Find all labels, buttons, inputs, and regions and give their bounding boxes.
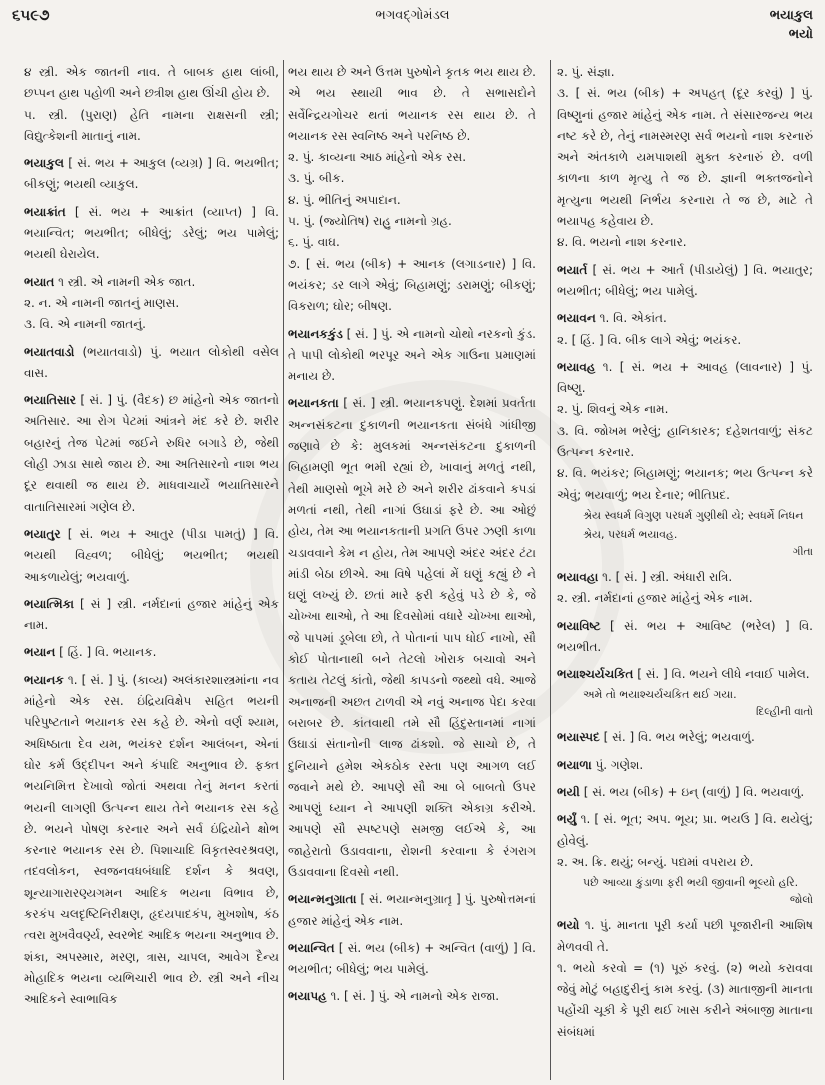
entry-headword: ભયાતિસાર [24,393,76,408]
entry-sense [557,958,813,1043]
entry-definition: [ સં. ભય + આકુલ (વ્યગ્ર) ] વિ. ભયભીત; બીકણું; ભયથી વ્યાકુલ. [24,156,279,192]
entry-definition: ભય થાય છે અને ઉત્તમ પુરુષોને કૃતક ભય થાય છે. એ ભય સ્થાયી ભાવ છે. તે સભાસદોને સર્વેન્દ્રિયગોચર થતાં ભયાનક રસ થાય છે. તે ભયાનક રસ સ્વનિષ્ઠ અને પરનિષ્ઠ છે. [288,65,536,143]
entry-definition: (ભયાતવાડો) પું. ભયાત લોકોથી વસેલ વાસ. [24,344,279,380]
entry-definition: ૧. [ સં. ભૂત; અપ. ભૂય; પ્રા. ભયઉ ] વિ. થયેલું; હોવેલું. [557,812,813,848]
entry-headword: ભયો [557,918,580,933]
dictionary-entry [557,308,813,329]
entry-definition: ૬. પું. વાઘ. [288,235,340,250]
entry-definition: [ સં. ] સ્ત્રી. ભયાનકપણું. દેશમાં પ્રવર્તતા અન્નસંકટના દુકાળની ભયાનકતા સંબંધે ગાંધીજી જણાવે છે કે: મુલકમાં અન્નસંકટના દુકાળની બિહામણી ભૂત ભમી રહ્યાં છે, ખાવાનું મળતું નથી, તેથી માણસો ભૂખે મરે છે અને શરીર ઢાંકવાને કપડાં મળતાં નથી, તેથી નાગાં ઉઘાડાં ફરે છે. આ ઓછું હોય, તેમ આ ભયાનકતાની પ્રગતિ ઉપર ઝણી કાળા ચડાવવાને કેમ ન હોય, તેમ આપણે અંદર અંદર ટંટા માંડી બેઠા છીએ. આ વિષે પહેલાં મેં ઘણું કહ્યું છે ને ઘણું લખ્યું છે. છતાં મારે ફરી કહેવું પડે છે કે, જે ચોખ્ખા થાઓ, તે આ દિવસોમાં વધારે ચોખ્ખા થાઓ, જે પાપમાં ડૂબેલા છો, તે પોતાનાં પાપ ધોઈ નાખો, સૌ કોઈ પોતાનાથી બને તેટલો ખોરાક બચાવો અને કતાય તેટલું કાંતો, જેથી કાપડનો જથ્થો વધે. આજે અનાજની અછત ટાળવી એ નવું અનાજ પેદા કરવા બરાબર છે. કાંતવાથી તમે સૌ હિંદુસ્તાનમાં નાગાં ઉઘાડાં સંતાનોની લાજ ઢાંકશો. જે સાચો છે, તે દુનિયાને હમેશ એકઠોક રસ્તા પણ આગળ લઈ જવાને મથે છે. આપણે સૌ આ બે બાબતો ઉપર આપણું ધ્યાન ને આપણી શક્તિ એકાગ્ર કરીએ. આપણે સૌ સ્પષ્ટપણે સમજી લઈએ કે, આ જાહેરાતો ઉડાવવાના, રોશની કરવાના કે રંગરાગ ઉડાવવાના દિવસો નથી. [288,396,536,879]
dictionary-entry [557,782,813,803]
entry-sense [557,463,813,506]
entry-definition: [ સં. ભય (બીક) + અન્વિત (વાળું) ] વિ. ભયભીત; બીધેલું; ભય પામેલું. [288,940,536,977]
entry-headword: ભયાન્વિત [288,940,335,955]
entry-definition: [ સં. ભય + આર્ત (પીડાયેલું) ] વિ. ભયાતુર; ભયભીત; બીધેલું; ભય પામેલું. [557,262,813,298]
page-number: ૬૫૯૭ [12,6,50,24]
entry-sense [288,232,536,253]
entry-definition: [ સં. ભય + આતુર (પીડા પામતું) ] વિ. ભયથી વિહ્વળ; બીધેલું; ભયભીત; ભયથી આકળાયેલું; ભયવાળું. [24,526,279,584]
entry-definition: ૫. પું. (જ્યોતિષ) રાહુ નામનો ગ્રહ. [288,214,452,229]
entry-definition: [ સં ] સ્ત્રી. નર્મદાનાં હજાર માંહેનું એક નામ. [24,596,279,633]
entry-headword: ભયાકુલ [24,156,64,171]
entry-sense [557,62,813,83]
dictionary-entry [24,202,279,266]
entry-definition: ૨. પું. શિવનું એક નામ. [557,402,669,417]
guide-word-last: ભયો [788,27,813,42]
entry-headword: ભયાનકકુંડ [288,326,343,341]
entry-sense [288,254,536,318]
entry-definition: ૧. [ સં. ભય + આવહ (લાવનાર) ] પું. વિષ્ણુ. [557,359,813,396]
entry-sense [557,83,813,232]
entry-definition: ૭. [ સં. ભય (બીક) + આનક (લગાડનાર) ] વિ. ભયંકર; ડર લાગે એવું; બિહામણું; ડરામણું; બીકણું; વિકરાળ; ઘોર; બીષણ. [288,256,536,314]
entry-definition: ૧. [ સં. ] સ્ત્રી. અંધારી રાત્રિ. [602,569,733,584]
entry-definition: ૨. સ્ત્રી. નર્મદાનાં હજાર માંહેનું એક નામ. [557,591,753,606]
entry-headword: ભયાપહ [288,989,327,1004]
entry-definition: ૩. વિ. એ નામની જાતનું. [24,317,146,332]
guide-word-first: ભયાકુલ [769,8,813,23]
dictionary-entry [557,915,813,958]
entry-definition: ૪ સ્ત્રી. એક જાતની નાવ. તે બાબક હાથ લાંબી, છપ્પન હાથ પહોળી અને છત્રીશ હાથ ઊંચી હોય છે. [24,65,279,101]
entry-definition: ૫. સ્ત્રી. (પુરાણ) હેતિ નામના રાક્ષસની સ્ત્રી; વિદ્યુત્કેશની માતાનું નામ. [24,107,279,143]
entry-headword: ભયાક્રાંત [24,204,66,219]
entry-headword: ભયાર્ત [557,262,588,277]
entry-definition: ૨. ન. એ નામની જાતનું માણસ. [24,295,180,310]
entry-definition: [ સં. ભયાન્મનુગ્રાતૃ ] પું. પુરુષોત્તમનાં હજાર માંહેનું એક નામ. [288,892,536,928]
entry-definition: ૩. પું. બીક. [288,171,345,186]
entry-definition: ૩. વિ. જોખમ ભરેલું; હાનિકારક; દહેશતવાળું; સંકટ ઉત્પન્ન કરનાર. [557,423,813,460]
entry-sense [288,62,536,147]
dictionary-entry [557,357,813,400]
entry-headword: ભયી [557,785,580,800]
dictionary-entry [24,272,279,293]
entry-sense [288,168,536,189]
entry-definition: ૪. પું. ભીતિનું અપાદાન. [288,192,401,207]
entry-definition: ૧. પું. માનતા પૂરી કર્યા પછી પૂજારીની આશિષ મેળવવી તે. [557,918,813,954]
entry-definition: [ સં. ભય + આક્રાંત (વ્યાપ્ત) ] વિ. ભયાન્વિત; ભયભીત; બીધેલું; ડરેલું; ભય પામેલું; ભયથી ઘેરાયેલ. [24,204,279,262]
entry-sense [557,588,813,609]
dictionary-entry [24,390,279,518]
guide-words [770,6,813,44]
entry-definition: પું. ગણેશ. [595,757,644,772]
entry-headword: ભયાવિષ્ટ [557,618,601,633]
dictionary-entry [24,642,279,663]
entry-sense [24,62,279,105]
entry-definition: ૧. [ સં. ] પું. એ નામનો એક રાજા. [330,989,500,1004]
citation-quote: શ્રેય સ્વધર્મ વિગુણ પરધર્મ ગુણીથી યે; સ્વધર્મે નિધન શ્રેય, પરધર્મ ભયાવહ. [583,508,804,541]
entry-headword: ભયાવન [557,311,596,326]
dictionary-entry [288,938,536,981]
dictionary-entry [24,153,279,196]
column-rule [283,60,284,1080]
entry-definition: [ સં. ] પું. એ નામનો ચોથો નરકનો કુંડ. તે પાપી લોકોથી ભરપૂર અને એક ગાઉના પ્રમાણમાં મનાય છે. [288,326,536,384]
dictionary-entry [24,670,279,1011]
entry-headword: ભયાશ્ચર્યચકિત [557,667,634,682]
entry-headword: ભયાતુર [24,526,61,541]
entry-sense [557,852,813,873]
dictionary-entry [288,324,536,388]
entry-definition: ૨. [ હિં. ] વિ. બીક લાગે એવું; ભયંકર. [557,332,742,347]
entry-definition: ૨. પું. કાવ્યના આઠ માંહેનો એક રસ. [288,150,467,165]
column-rule [550,60,551,1080]
entry-headword: ભયાતવાડો [24,344,75,359]
entry-definition: [ સં. ભય + આવિષ્ટ (ભરેલ) ] વિ. ભયભીત. [557,618,813,654]
dictionary-entry [557,260,813,303]
entry-definition: ૧. વિ. એકાંત. [599,311,667,326]
dictionary-entry [557,664,813,685]
entry-definition: ૧ સ્ત્રી. એ નામની એક જાત. [58,274,196,289]
entry-headword: ભયાવહ [557,359,596,374]
dictionary-column-3 [557,62,813,1082]
entry-sense [288,147,536,168]
dictionary-column-1 [24,62,279,1082]
entry-headword: ભયાન [24,645,56,660]
entry-headword: ભયાવહા [557,569,599,584]
entry-definition: ૧. [ સં. ] પું. (કાવ્ય) અલંકારશાસ્ત્રમાંના નવ માંહેનો એક રસ. ઇંદ્રિયવિક્ષેપ સહિત ભયની પરિપુષ્ટતાને ભયાનક રસ કહે છે. એનો વર્ણ શ્યામ, અધિષ્ઠાતા દેવ યમ, ભયંકર દર્શન આલંબન, એનાં ઘોર કર્મ ઉદ્દીપન અને કંપાદિ અનુભાવ છે. ફક્ત ભયનિમિત્ત દેખાવો જોતાં અથવા તેનું મનન કરતાં ભયની લાગણી ઉત્પન્ન થાય તેને ભયાનક રસ કહે છે. ભયને પોષણ કરનાર અને સર્વ ઇંદ્રિયોને ક્ષોભ કરનાર ભયાનક રસ છે. પિશાચાદિ વિકૃતસ્વરશ્રવણ, તદવલોકન, સ્વજનવધબંધાદિ દર્શન કે શ્રવણ, શૂન્યાગારારણ્યગમન આદિક ભયના વિભાવ છે, કરકંપ ચલદૃષ્ટિનિરીક્ષણ, હૃદયપાદકંપ, મુખશોષ, કંઠ ત્વરા મુખવૈવર્ણ્ય, સ્વરભેદ આદિક ભયના અનુભાવ છે. શંકા, અપસ્માર, મરણ, ત્રાસ, ચાપલ, આવેગ દૈન્ય મોહાદિક ભયના વ્યભિચારી ભાવ છે. સ્ત્રી અને નીચ આદિકને સ્વાભાવિક [24,672,279,1007]
citation-quote: પછે આવ્યા કુંડાળા ફરી ભયી જીવાની ભૂલ્યો હરિ. [583,876,799,890]
entry-definition: ૪. વિ. ભયંકર; બિહામણું; ભયાનક; ભય ઉત્પન્ન કરે એવું; ભયવાળું; ભય દેનાર; ભીતિપ્રદ. [557,466,813,502]
entry-headword: ભયાત્મિકા [24,596,74,611]
entry-definition: [ હિં. ] વિ. ભયાનક. [59,645,157,660]
entry-sense [557,421,813,464]
dictionary-column-2 [288,62,536,1082]
entry-headword: ભયાન્મનુગ્રાતા [288,892,357,907]
dictionary-entry [557,616,813,659]
citation-quote: અમે તો ભયાશ્ચર્યચકિત થઈ ગયા. [583,688,737,702]
dictionary-entry [557,809,813,852]
dictionary-entry [24,524,279,588]
entry-sense [24,314,279,335]
entry-definition: ૧. ભયો કરવો = (૧) પૂરું કરવું. (૨) ભયો કરાવવા જેવું મોટું બહાદુરીનું કામ કરવું. (૩) માતાજીની માનતા પહોંચી ચૂકી કે પૂરી થઈ ખાસ કરીને અંબાજી માતાના સંબંધમાં [557,960,813,1039]
entry-headword: ભયાનક [24,672,64,687]
entry-sense [24,105,279,148]
entry-definition: [ સં. ] વિ. ભય ભરેલું; ભયવાળું. [603,730,755,745]
citation-source: ગીતા [792,545,813,558]
dictionary-entry [288,889,536,932]
dictionary-entry [288,986,536,1007]
entry-headword: ભયાસ્પદ [557,730,600,745]
citation-source: જોલો [789,894,813,907]
entry-sense [557,232,813,253]
dictionary-entry [557,567,813,588]
entry-definition: [ સં. ] વિ. ભયને લીધે નવાઈ પામેલ. [637,667,810,682]
entry-headword: ભયાળા [557,757,592,772]
entry-definition: ૩. [ સં. ભય (બીક) + અપહત્ (દૂર કરવું) ] પું. વિષ્ણુનાં હજાર માંહેનું એક નામ. તે સંસારજન્ય ભય નષ્ટ કરે છે, તેનું નામસ્મરણ સર્વ ભયનો નાશ કરનારું અને અંતકાળે યમપાશથી મુક્ત કરનારું છે. વળી કાળના કાળ મૃત્યુ તે જ છે. જ્ઞાની ભક્તજનોને મૃત્યુના ભયથી નિર્ભય કરનારા તે જ છે, માટે તે ભયાપહ કહેવાય છે. [557,86,813,229]
entry-sense [557,330,813,351]
entry-definition: ૨. અ. ક્રિ. થયું; બન્યું. પદ્યમાં વપરાય છે. [557,854,754,869]
entry-sense [288,211,536,232]
dictionary-entry [24,342,279,385]
entry-sense [24,293,279,314]
dictionary-entry [288,393,536,883]
entry-definition: [ સં. ભય (બીક) + ઇન્ (વાળું) ] વિ. ભયવાળું. [583,785,805,800]
citation-source: દિલ્હીની વાતો [755,706,813,719]
dictionary-entry [557,755,813,776]
entry-headword: ભયાનકતા [288,396,339,411]
entry-sense [288,190,536,211]
entry-headword: ભયાત [24,274,55,289]
entry-definition: [ સં. ] પું. (વૈદક) છ માંહેનો એક જાતનો અતિસાર. આ રોગ પેટમાં આંત્રને મંદ કરે છે. શરીર બહારનું તેજ પેટમાં જઈને રુધિર બગાડે છે, જેથી લોહી ઝાડા સાથે જાય છે. આ અતિસારનો નાશ ભય દૂર થવાથી જ થાય છે. માધવાચાર્યે ભયાતિસારને વાતાતિસારમાં ગણેલ છે. [24,393,279,514]
entry-sense [557,399,813,420]
dictionary-entry [557,727,813,748]
running-title: ભગવદ્ગોમંડલ [375,8,450,23]
entry-definition: ૪. વિ. ભયનો નાશ કરનાર. [557,235,687,250]
dictionary-entry [24,594,279,637]
entry-headword: ભર્યું [557,812,577,827]
entry-definition: ૨. પું. સંજ્ઞા. [557,65,615,79]
